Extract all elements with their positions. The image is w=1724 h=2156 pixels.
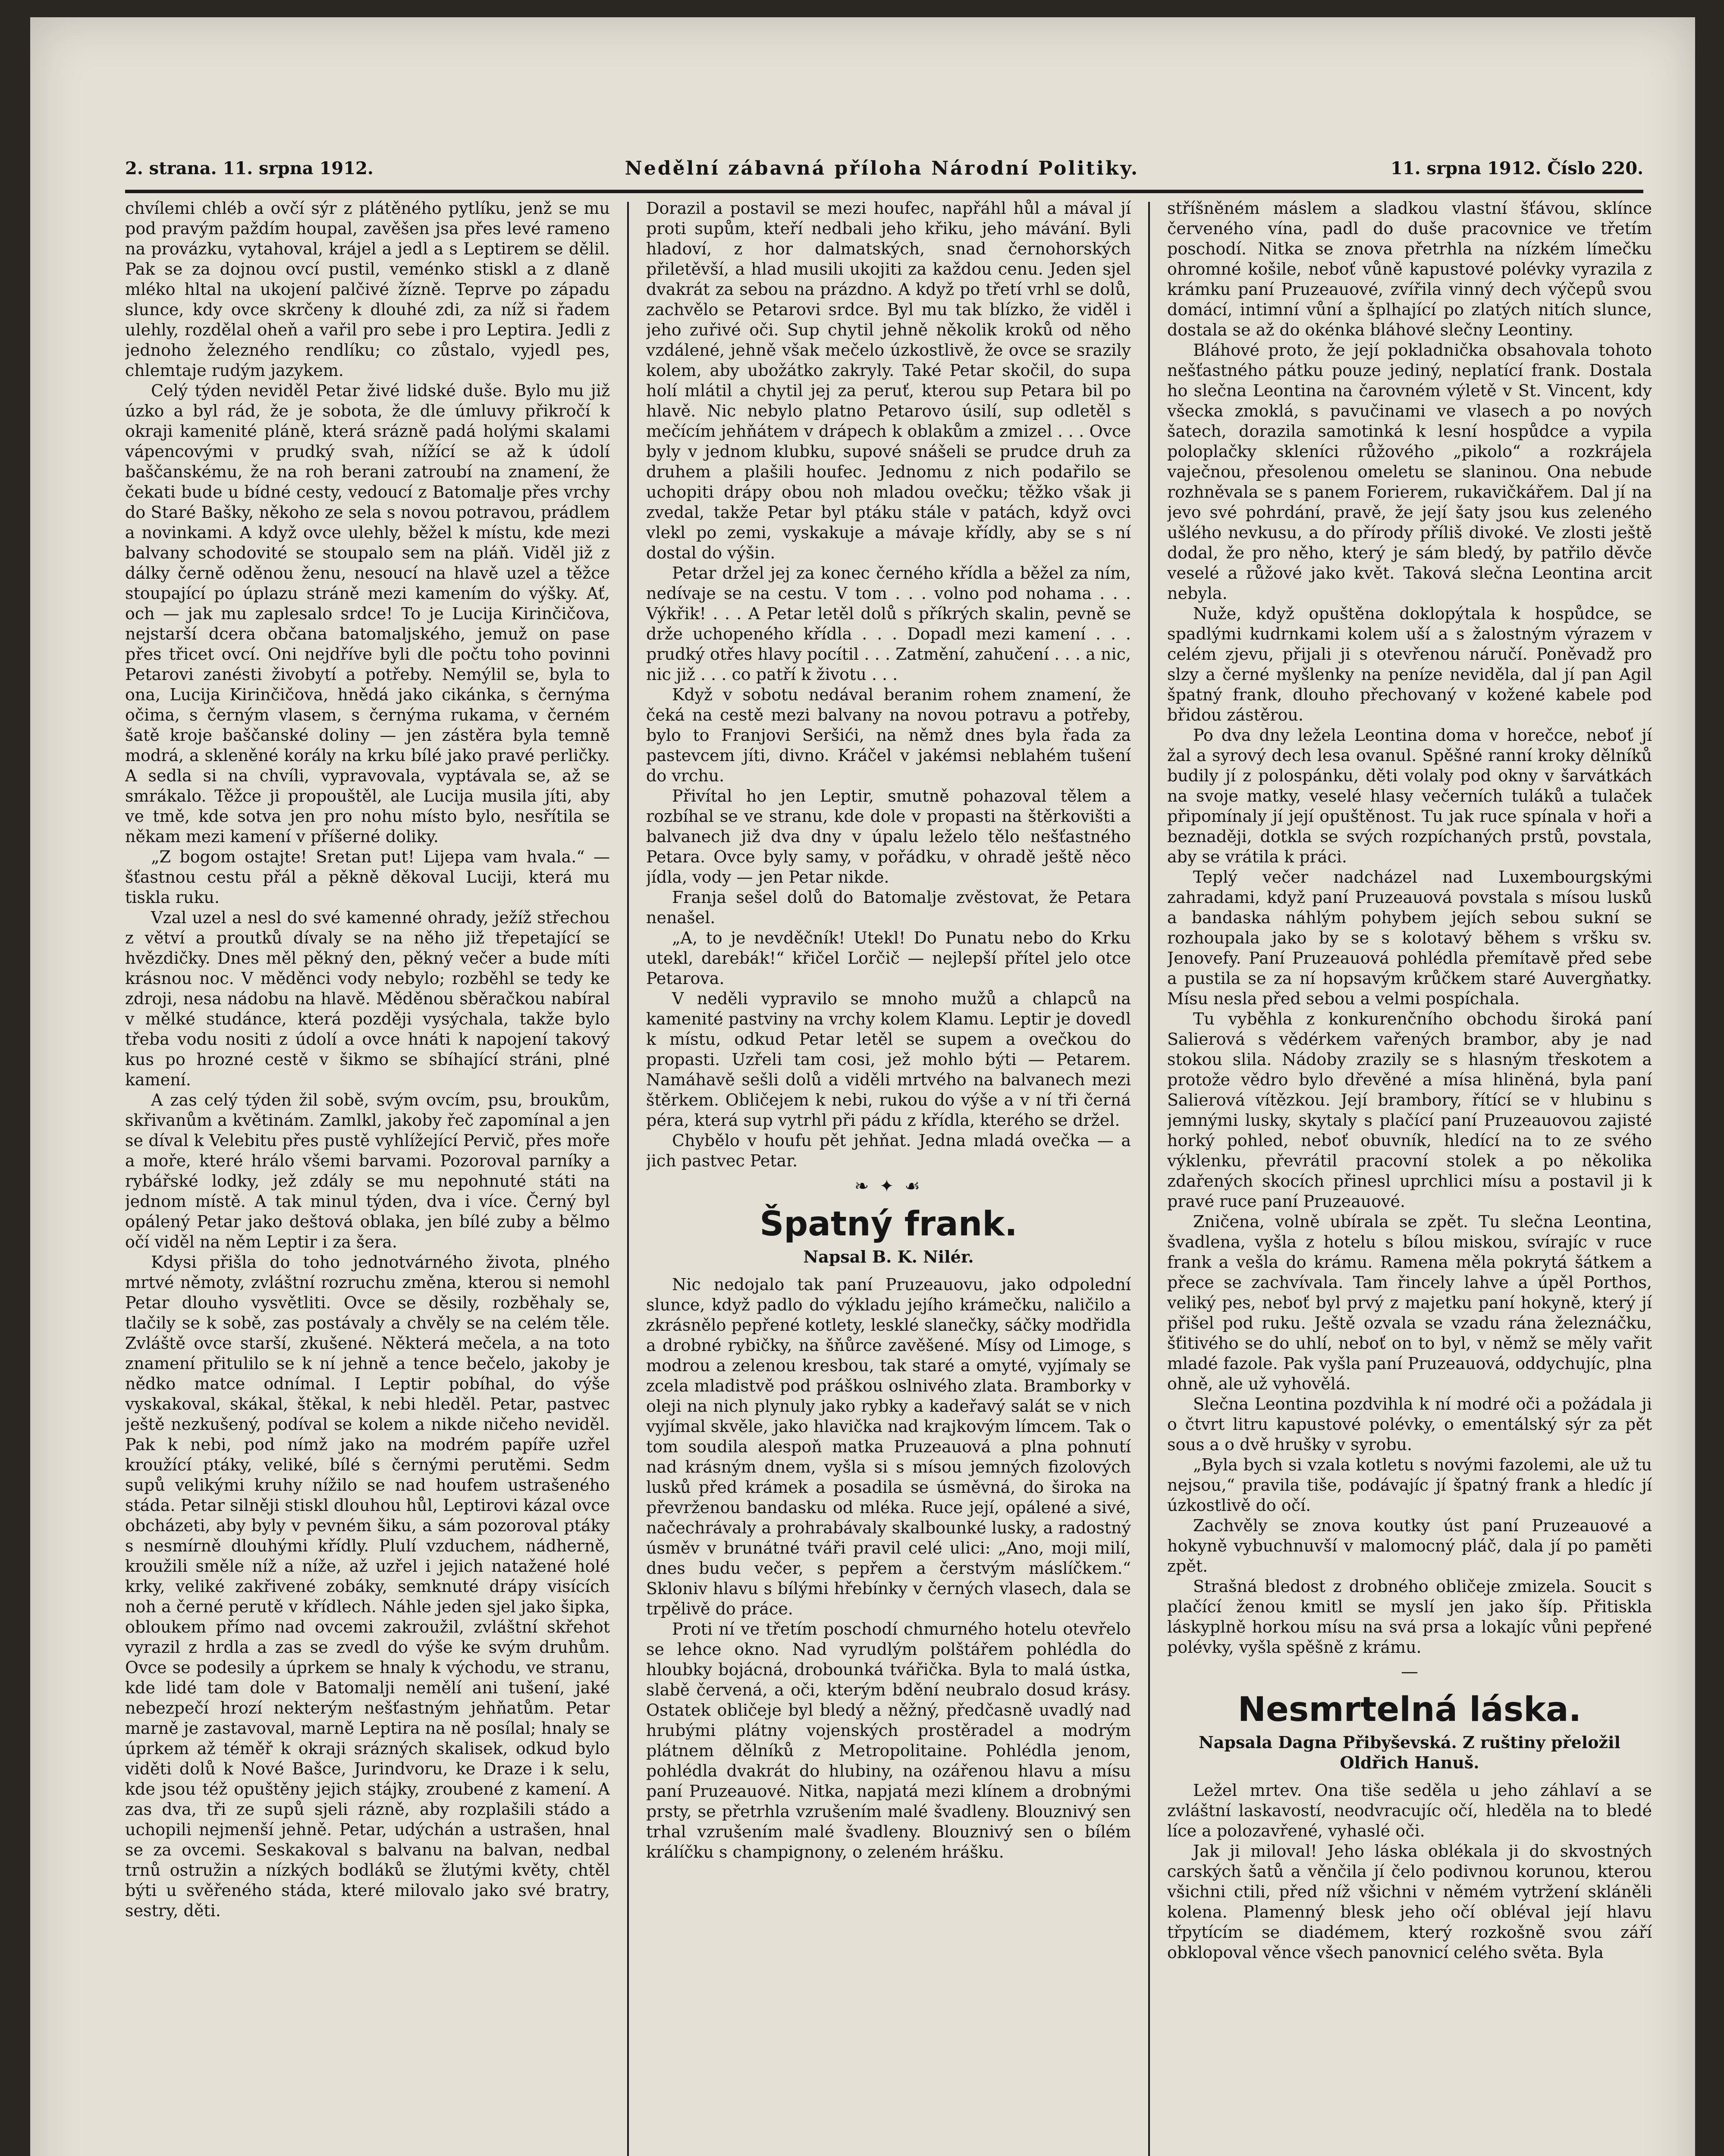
paragraph: Dorazil a postavil se mezi houfec, napřáhl hůl a mával jí proti supům, kteří nedbali jeho křiku, jeho mávání. Byli hladoví, z hor dalmatských, snad černohorských přiletěvší, a hlad musili ukojiti za každou cenu. Jeden sjel dvakrát za sebou na prázdno. A když po třetí vrhl se dolů, zachvělo se Petarovi srdce. Byl mu tak blízko, že viděl i jeho zuřivé oči. Sup chytil jehně několik kroků od něho vzdálené, jehně však mečelo úzkostlivě, že ovce se srazily kolem, aby ubožátko zakryly. Také Petar skočil, do supa holí mlátil a chytil jej za peruť, kterou sup Petara bil po hlavě. Nic nebylo platno Petarovo úsilí, sup odletěl s mečícím jehňátem v drápech k oblakům a zmizel . . . Ovce byly v jednom klubku, supové snášeli se prudce druh za druhem a plašili houfec. Jednomu z nich podařilo se uchopiti drápy obou noh mladou ovečku; těžko však ji zvedal, takže Petar byl ptáku stále v patách, když ovci vlekl po zemi, vyskakuje a mávaje křídly, aby se s ní dostal do výšin. [646,199,1131,562]
paragraph: A zas celý týden žil sobě, svým ovcím, psu, broukům, skřivanům a květinám. Zamlkl, jakoby řeč zapomínal a jen se díval k Velebitu přes pustě vyhlížející Pervič, přes moře a moře, které hrálo všemi barvami. Pozoroval parníky a rybářské lodky, jež zdály se mu nepohnuté státi na jednom místě. A tak minul týden, dva i více. Černý byl opálený Petar jako deštová oblaka, jen bílé zuby a bělmo očí viděl na něm Leptir i za šera. [125,1091,610,1251]
story-title: Špatný frank. [760,1205,1017,1244]
paragraph: Strašná bledost z drobného obličeje zmizela. Soucit s plačící ženou kmitl se myslí jen jako šíp. Přitiskla láskyplně horkou mísu na svá prsa a lokajíc vůni pepřené polévky, vyšla spěšně z krámu. [1167,1577,1652,1657]
paragraph: „A, to je nevděčník! Utekl! Do Punatu nebo do Krku utekl, darebák!“ křičel Lorčič — nejlepší přítel jelo otce Petarova. [646,928,1131,988]
page-header [125,147,1643,193]
paragraph: Franja sešel dolů do Batomalje zvěstovat, že Petara nenašel. [646,888,1131,927]
paragraph: Tu vyběhla z konkurenčního obchodu široká paní Salierová s vědérkem vařených brambor, aby je nad stokou slila. Nádoby zrazily se s hlasným třeskotem a protože vědro bylo dřevěné a mísa hliněná, byla paní Salierová vítězkou. Její brambory, řítící se v hlubinu s jemnými lusky, skytaly s plačící paní Pruzeauovou zajisté horký pohled, neboť obuvník, hledící na to ze svého výklenku, převrátil pracovní stolek a po několika zdařených skocích přinesl uprchlici mísu a postavil ji k pravé ruce paní Pruzeauové. [1167,1009,1652,1211]
paragraph: Ležel mrtev. Ona tiše seděla u jeho záhlaví a se zvláštní laskavostí, neodvracujíc očí, hleděla na to bledé líce a polozavřené, vyhaslé oči. [1167,1781,1652,1840]
paragraph: Po dva dny ležela Leontina doma v horečce, neboť jí žal a syrový dech lesa ovanul. Spěšné ranní kroky dělníků budily jí z polospánku, děti volaly pod okny v šarvátkách na svoje matky, veselé hlasy večerních tuláků a tulaček připomínaly jí její opuštěnost. Tu jak ruce spínala v hoři a beznaději, dotkla se svých rozpíchaných prstů, povstala, aby se vrátila k práci. [1167,726,1652,866]
column-2 [646,198,1131,2156]
article-columns [125,198,1652,2156]
paragraph: chvílemi chléb a ovčí sýr z plátěného pytlíku, jenž se mu pod pravým paždím houpal, zavěšen jsa přes levé rameno na provázku, vytahoval, krájel a jedl a s Leptirem se dělil. Pak se za dojnou ovcí pustil, veménko stiskl a z dlaně mléko hltal na ukojení palčivé žízně. Teprve po západu slunce, kdy ovce skrčeny k dlouhé zdi, za níž si řadem ulehly, rozdělal oheň a vařil pro sebe i pro Leptira. Jedli z jednoho železného rendlíku; co zůstalo, vyjedl pes, chlemtaje rudým jazykem. [125,199,610,380]
column-rule [1148,202,1150,2156]
paragraph: Vzal uzel a nesl do své kamenné ohrady, ježíž střechou z větví a proutků dívaly se na něho již třepetající se hvězdičky. Dnes měl pěkný den, pěkný večer a bude míti krásnou noc. V měděnci vody nebylo; rozběhl se tedy ke zdroji, nesa nádobu na hlavě. Měděnou sběračkou nabíral v mělké studánce, která později vysýchala, takže bylo třeba vodu nositi z údolí a ovce hnáti k napojení takový kus po hrozné cestě v šikmo se sbíhající stráni, plné kamení. [125,908,610,1089]
paragraph: Teplý večer nadcházel nad Luxembourgskými zahradami, když paní Pruzeauová povstala s mísou lusků a bandaska náhlým pohybem jejích sebou sukní se rozhoupala jako by se s kolotavý během s vršku sv. Jenovefy. Paní Pruzeauová pohlédla přemítavě před sebe a pustila se za ní hopsavým krůčkem staré Auvergňatky. Mísu nesla před sebou a velmi pospíchala. [1167,868,1652,1008]
paragraph: Kdysi přišla do toho jednotvárného života, plného mrtvé němoty, zvláštní rozruchu změna, kterou si nemohl Petar dlouho vysvětliti. Ovce se děsily, rozběhaly se, tlačily se k sobě, zas postávaly a chvěly se na celém těle. Zvláště ovce starší, zkušené. Některá mečela, a na toto znamení přitulilo se k ní jehně a tence bečelo, jakoby je nědko matce odnímal. I Leptir pobíhal, do výše vyskakoval, skákal, štěkal, k nebi hleděl. Petar, pastvec ještě nezkušený, podíval se kolem a nikde ničeho neviděl. Pak k nebi, pod nímž jako na modrém papíře uzřel kroužící ptáky, veliké, bílé s černými perutěmi. Sedm supů velikými kruhy nížilo se nad houfem ustrašeného stáda. Petar silněji stiskl dlouhou hůl, Leptirovi kázal ovce obcházeti, aby byly v pevném šiku, a sám pozoroval ptáky s nesmírně dlouhými křídly. Plulí vzduchem, nádherně, kroužili směle níž a níže, až uzřel i jejich natažené holé krky, veliké zakřivené zobáky, semknuté drápy visících noh a černé perutě v křídlech. Náhle jeden sjel jako šipka, obloukem přímo nad ovcemi zakroužil, zvláštní skřehot vyrazil z hrdla a zas se zvedl do výše ke svým druhům. Ovce se podesily a úprkem se hnaly k východu, ve stranu, kde lidé tam dole v Batomalji nemělí ani tušení, jaké nebezpečí hrozí nekterým nešťastným jehňatům. Petar marně je zastavoval, marně Leptira na ně posílal; hnaly se úprkem až téměř k okraji srázných skalisek, odkud bylo viděti dolů k Nové Bašce, Jurindvoru, ke Draze i k selu, kde jsou též opuštěny jejich stájky, zroubené z kamení. A zas dva, tři ze supů sjeli rázně, aby rozplašili stádo a uchopili nejmenší jehně. Petar, udýchán a ustrašen, hnal se za ovcemi. Seskakoval s balvanu na balvan, nedbal trnů ostružin a nízkých bodláků se žlutými květy, chtěl býti u svěřeného stáda, které milovalo jako své bratry, sestry, děti. [125,1253,610,1920]
paragraph: Bláhové proto, že její pokladnička obsahovala tohoto nešťastného pátku pouze jediný, neplatící frank. Dostala ho slečna Leontina na čarovném výletě v St. Vincent, kdy všecka zmoklá, s pavučinami ve vlasech a po nových šatech, dorazila samotinká k lesní hospůdce a vypila poloplačky skleníci růžového „pikolo“ a rozkrájela vaječnou, přesolenou omeletu se slaninou. Ona nebude rozhněvala se s panem Forierem, rukavičkářem. Dal jí na jevo své pohrdání, pravě, že její šaty jsou kus zeleného ušlého nevkusu, a do přírody příliš divoké. Ve zlosti ještě dodal, že pro něho, který je sám bledý, by patřilo děvče veselé a růžové jako květ. Taková slečna Leontina arcit nebyla. [1167,341,1652,603]
header-date-left: 2. strana. 11. srpna 1912. [125,158,374,179]
paragraph: Když v sobotu nedával beranim rohem znamení, že čeká na cestě mezi balvany na novou potravu a potřeby, bylo to Franjovi Seršići, na němž dnes byla řada za pastevcem jíti, divno. Kráčel v jakémsi neblahém tušení do vrchu. [646,685,1131,785]
header-publication: Nedělní zábavná příloha Národní Politiky. [625,157,1140,179]
header-issue: 11. srpna 1912. Číslo 220. [1391,158,1643,179]
paragraph: Jak ji miloval! Jeho láska oblékala ji do skvostných carských šatů a věnčila jí čelo podivnou korunou, kterou všichni ctili, před níž všichni v němém vytržení skláněli kolena. Plamenný blesk jeho očí obléval její hlavu třpytícím se diadémem, který rozkošně svou září obklopoval věnce všech panovnicí celého světa. Byla [1167,1842,1652,1962]
column-1 [125,198,610,2156]
section-separator: — [1401,1662,1418,1682]
section-ornament: ❧ ✦ ☙ [854,1176,923,1196]
paragraph: Celý týden neviděl Petar živé lidské duše. Bylo mu již úzko a byl rád, že je sobota, že dle úmluvy přikročí k okraji kamenité pláně, která srázně padá holými skalami vápencovými v prudký svah, nížící se až k údolí baščanskému, že na roh berani zatroubí na znamení, že čekati bude u bídné cesty, vedoucí z Batomalje přes vrchy do Staré Bašky, někoho ze sela s novou potravou, prádlem a novinkami. A když ovce ulehly, běžel k místu, kde mezi balvany schodovité se stoupalo sem na pláň. Viděl již z dálky černě oděnou ženu, nesoucí na hlavě uzel a těžce stoupající po úplazu stráně mezi kamením do výšky. Ať, och — jak mu zaplesalo srdce! To je Lucija Kirinčičova, nejstarší dcera občana batomaljského, jemuž on pase přes třicet ovcí. Oni nejdříve byli dle počtu toho povinni Petarovi zanésti živobytí a potřeby. Nemýlil se, byla to ona, Lucija Kirinčičova, hnědá jako cikánka, s černýma očima, s černým vlasem, s černýma rukama, v černém šatě kroje baščanské doliny — jen zástěra byla temně modrá, a skleněné korály na krku bílé jako pravé perličky. A sedla si na chvíli, vypravovala, vyptávala se, až se smrákalo. Těžce ji propouštěl, ale Lucija musila jíti, aby ve tmě, kde sotva jen pro nohu místo bylo, nesřítila se někam mezi kamení v příšerné doliky. [125,381,610,846]
paragraph: „Byla bych si vzala kotletu s novými fazolemi, ale už tu nejsou,“ pravila tiše, podávajíc jí špatný frank a hledíc jí úzkostlivě do očí. [1167,1455,1652,1515]
paragraph: Nic nedojalo tak paní Pruzeauovu, jako odpolední slunce, když padlo do výkladu jejího krámečku, naličilo a zkrásnělo pepřené kotlety, lesklé slanečky, sáčky modřidla a drobné rybičky, na šňůrce zavěšené. Mísy od Limoge, s modrou a zelenou kresbou, tak staré a omyté, vyjímaly se zcela mladistvě pod práškou oslnivého zlata. Bramborky v oleji na nich plynuly jako rybky a kadeřavý salát se v nich vyjímal skvěle, jako hlavička nad krajkovým límcem. Tak o tom soudila alespoň matka Pruzeauová a plna pohnutí nad krásným dnem, vyšla si s mísou jemných fizolových lusků před krámek a posadila se úsměvná, do široka na převrženou bandasku od mléka. Ruce její, opálené a sivé, načechrávaly a prohrabávaly skalbounké lusky, a radostný úsměv v brunátné tváři pravil celé ulici: „Ano, moji milí, dnes budu večer, s pepřem a čerstvým máslíčkem.“ Skloniv hlavu s bílými hřebínky v černých vlasech, dala se trpělivě do práce. [646,1275,1131,1618]
paragraph: Zachvěly se znova koutky úst paní Pruzeauové a hokyně vybuchnuvší v malomocný pláč, dala jí po paměti zpět. [1167,1516,1652,1576]
column-3 [1167,198,1652,2156]
paragraph: Proti ní ve třetím poschodí chmurného hotelu otevřelo se lehce okno. Nad vyrudlým polštářem pohlédla do hloubky bojácná, drobounká tvářička. Byla to malá ústka, slabě červená, a oči, kterým bdění neubralo dosud krásy. Ostatek obličeje byl bledý a něžný, předčasně uvadlý nad hrubými plátny vojenských prostěradel a modrým plátnem dělníků z Metropolitaine. Pohlédla jenom, pohlédla dvakrát do hlubiny, na ozářenou hlavu a mísu paní Pruzeauové. Nitka, napjatá mezi klínem a drobnými prsty, se přetrhla vzrušením malé švadleny. Blouznivý sen trhal vzrušením malé švadleny. Blouznivý sen o bílém králíčku s champignony, o zeleném hrášku. [646,1620,1131,1861]
newspaper-page [30,17,1695,2156]
paragraph: Petar držel jej za konec černého křídla a běžel za ním, nedívaje se na cestu. V tom . . . volno pod nohama . . . Výkřik! . . . A Petar letěl dolů s příkrých skalin, pevně se drže uchopeného křídla . . . Dopadl mezi kamení . . . prudký otřes hlavy pocítil . . . Zatmění, zahučení . . . a nic, nic již . . . co patří k životu . . . [646,564,1131,684]
column-rule [627,202,629,2156]
story-byline: Napsala Dagna Přibyševská. Z ruštiny přeložil Oldřich Hanuš. [1199,1733,1620,1772]
paragraph: „Z bogom ostajte! Sretan put! Lijepa vam hvala.“ — šťastnou cestu přál a pěkně děkoval Luciji, která mu tiskla ruku. [125,847,610,907]
paragraph: stříšněném máslem a sladkou vlastní šťávou, sklínce červeného vína, padl do duše pracovnice ve třetím poschodí. Nitka se znova přetrhla na nízkém límečku ohromné košile, neboť vůně kapustové polévky vyrazila z krámku paní Pruzeauové, zvířila vinný dech výčepů svou domácí, intimní vůní a šplhající po zlatých nitích slunce, dostala se až do okénka bláhové slečny Leontiny. [1167,199,1652,339]
paragraph: V neděli vypravilo se mnoho mužů a chlapců na kamenité pastviny na vrchy kolem Klamu. Leptir je dovedl k místu, odkud Petar letěl se supem a ovečkou do propasti. Uzřeli tam cosi, jež mohlo býti — Petarem. Namáhavě sešli dolů a viděli mrtvého na balvanech mezi štěrkem. Obličejem k nebi, rukou do výše a v ní tři černá péra, která sup vytrhl při pádu z křídla, kterého se držel. [646,989,1131,1130]
paragraph: Nuže, když opuštěna doklopýtala k hospůdce, se spadlými kudrnkami kolem uší a s žalostným výrazem v celém zjevu, přijali ji s otevřenou náručí. Poněvadž pro slzy a černé myšlenky na peníze neviděla, dal jí pan Agil špatný frank, dlouho přechovaný v kožené kabele pod břidou zástěrou. [1167,604,1652,724]
paragraph: Zničena, volně ubírala se zpět. Tu slečna Leontina, švadlena, vyšla z hotelu s bílou miskou, svírajíc v ruce frank a vešla do krámu. Ramena měla pokrytá šátkem a přece se zachvívala. Tam řincely lahve a úpěl Porthos, veliký pes, neboť byl prvý z majetku paní hokyně, který jí přišel pod ruku. Ještě ozvala se vzadu rána železnáčku, šťitivého se do uhlí, neboť on to byl, v němž se měly vařit mladé fazole. Pak vyšla paní Pruzeauová, oddychujíc, plna ohně, ale už vyhovělá. [1167,1212,1652,1393]
paragraph: Přivítal ho jen Leptir, smutně pohazoval tělem a rozbíhal se ve stranu, kde dole v propasti na štěrkovišti a balvanech již dva dny v úpalu leželo tělo nešťastného Petara. Ovce byly samy, v pořádku, v ohradě ještě něco jídla, vody — jen Petar nikde. [646,787,1131,887]
paragraph: Chybělo v houfu pět jehňat. Jedna mladá ovečka — a jich pastvec Petar. [646,1131,1131,1170]
paragraph: Slečna Leontina pozdvihla k ní modré oči a požádala ji o čtvrt litru kapustové polévky, o ementálský sýr za pět sous a o dvě hrušky v syrobu. [1167,1395,1652,1454]
story-title: Nesmrtelná láska. [1237,1690,1582,1729]
story-byline: Napsal B. K. Nilér. [803,1247,974,1266]
